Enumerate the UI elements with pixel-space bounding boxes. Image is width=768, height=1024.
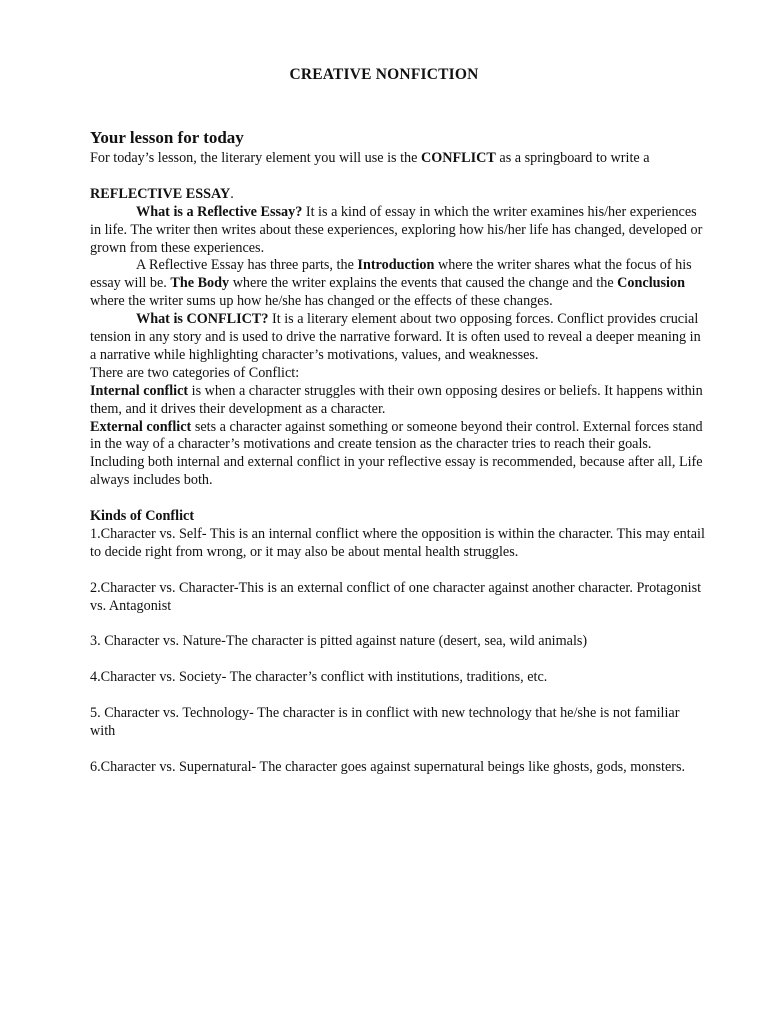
kind-item: 1.Character vs. Self- This is an internal conflict where the opposition is within the character. This may entail to decide right from wrong, or it may also be about mental health struggles. xyxy=(90,526,705,560)
kind-item: 4.Character vs. Society- The character’s conflict with institutions, traditions, etc. xyxy=(90,669,548,686)
intro-text: For today’s lesson, the literary element you will use is the xyxy=(90,150,421,166)
blank-line xyxy=(90,687,705,705)
kind-item: 5. Character vs. Technology- The character is in conflict with new technology that he/she is not familiar with xyxy=(90,705,680,739)
conclusion-term: Conclusion xyxy=(617,275,685,292)
essay-type-end: . xyxy=(230,185,234,202)
three-parts-text-3: where the writer explains the events that caused the change and the xyxy=(229,275,618,292)
internal-conflict-paragraph xyxy=(90,383,705,419)
intro-text-end: as a springboard to write a xyxy=(495,150,650,166)
reflective-answer: It is a kind of essay in which the writer examines his/her experiences in life. The writer then writes about these experiences, exploring how his/her life has changed, developed or grown from these experiences. xyxy=(90,203,703,256)
reflective-question: What is a Reflective Essay? xyxy=(136,203,303,220)
internal-conflict-text: is when a character struggles with their own opposing desires or beliefs. It happens within them, and it drives their development as a character. xyxy=(90,382,703,417)
reflective-definition-paragraph xyxy=(90,204,705,258)
conflict-definition-paragraph xyxy=(90,311,705,365)
introduction-term: Introduction xyxy=(357,257,435,274)
blank-line xyxy=(90,562,705,580)
document-body xyxy=(90,150,705,777)
kinds-heading: Kinds of Conflict xyxy=(90,508,195,525)
three-parts-text-1: A Reflective Essay has three parts, the xyxy=(136,257,358,274)
essay-type-line xyxy=(90,186,705,204)
blank-line xyxy=(90,490,705,508)
kind-item: 6.Character vs. Supernatural- The character goes against supernatural beings like ghosts, gods, monsters. xyxy=(90,758,686,775)
three-parts-text-2: where the writer shares what the focus of his essay will be. xyxy=(90,257,692,292)
three-parts-paragraph xyxy=(90,257,705,311)
conflict-question: What is CONFLICT? xyxy=(136,311,269,328)
categories-intro: There are two categories of Conflict: xyxy=(90,364,300,381)
essay-type-bold: REFLECTIVE ESSAY xyxy=(90,185,231,202)
kind-item: 3. Character vs. Nature-The character is pitted against nature (desert, sea, wild animals) xyxy=(90,633,588,650)
intro-paragraph xyxy=(90,150,705,168)
external-conflict-paragraph xyxy=(90,419,705,455)
document-title: CREATIVE NONFICTION xyxy=(289,66,479,83)
external-conflict-term: External conflict xyxy=(90,418,192,435)
lesson-heading: Your lesson for today xyxy=(90,128,244,147)
body-term: The Body xyxy=(170,275,230,292)
blank-line xyxy=(90,168,705,186)
recommendation-paragraph: Including both internal and external conflict in your reflective essay is recommended, because after all, Life always includes both. xyxy=(90,454,703,489)
blank-line xyxy=(90,616,705,634)
blank-line xyxy=(90,741,705,759)
kind-item: 2.Character vs. Character-This is an external conflict of one character against another character. Protagonist vs. Antagonist xyxy=(90,579,702,614)
conflict-answer: It is a literary element about two opposing forces. Conflict provides crucial tension in any story and is used to drive the narrative forward. It is often used to reveal a deeper meaning in a narrative while highlighting character’s motivations, values, and weaknesses. xyxy=(90,311,701,363)
internal-conflict-term: Internal conflict xyxy=(90,382,189,399)
intro-bold: CONFLICT xyxy=(420,150,496,166)
three-parts-text-4: where the writer sums up how he/she has changed or the effects of these changes. xyxy=(90,293,553,310)
external-conflict-text: sets a character against something or someone beyond their control. External forces stand in the way of a character’s motivations and create tension as the character tries to reach their goals. xyxy=(90,418,703,453)
blank-line xyxy=(90,651,705,669)
